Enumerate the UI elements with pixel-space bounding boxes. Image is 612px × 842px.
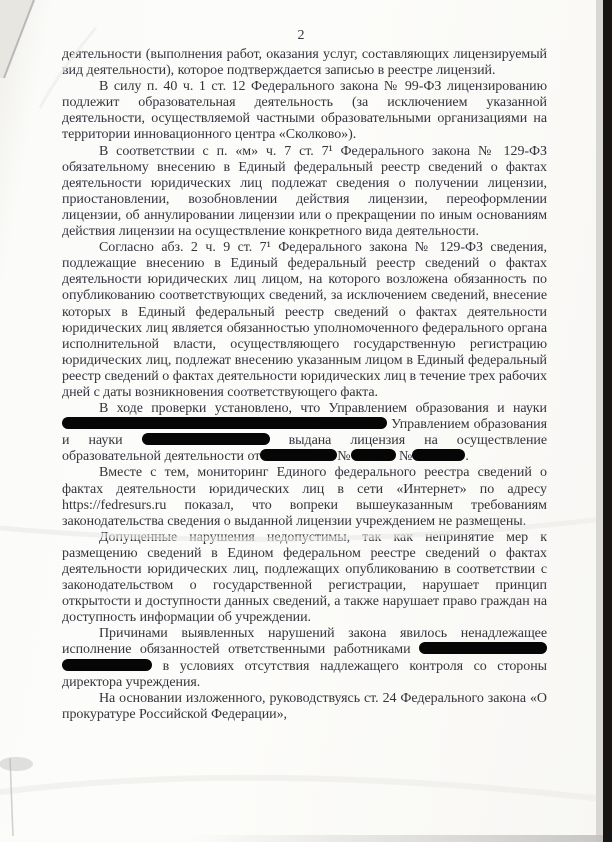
paragraph: На основании изложенного, руководствуясь ст. 24 Федерального закона «О прокуратуре Российской Федерации», xyxy=(62,690,547,722)
redaction-bar xyxy=(412,449,465,461)
redaction-bar xyxy=(351,449,396,461)
scan-edge-bottom xyxy=(185,835,603,842)
paragraph: Вместе с тем, мониторинг Единого федерального реестра сведений о фактах деятельности юридических лиц в сети «Интернет» по адресу https://fedresurs.ru показал, что вопреки вышеуказанным требованиям законодательства сведения о выданной лицензии учреждением не размещены. xyxy=(62,465,547,529)
corner-fold-edge xyxy=(4,0,34,78)
scan-edge-gray xyxy=(596,0,603,842)
redaction-bar xyxy=(62,659,152,671)
scan-smudge xyxy=(0,757,33,771)
paragraph: Допущенные нарушения недопустимы, так как непринятие мер к размещению сведений в Едином федеральном реестре сведений о фактах деятельности юридических лиц, подлежащих опубликованию в соответствии с законодательством о государственной регистрации, нарушает принцип открытости и доступности данных сведений, а также нарушает право граждан на доступность информации об учреждении. xyxy=(62,529,547,626)
paper-wrinkle xyxy=(0,778,612,800)
page-number: 2 xyxy=(297,28,305,43)
paragraph: В ходе проверки установлено, что Управлением образования и науки Управлением образования и науки выдана лицензия на осуществление образовательной деятельности от № № . xyxy=(62,401,547,465)
scan-edge-dark xyxy=(603,0,612,842)
paragraph: В соответствии с п. «м» ч. 7 ст. 7¹ Федерального закона № 129-ФЗ обязательному внесению в Единый федеральный реестр сведений о фактах деятельности юридических лиц подлежат сведения о получении лицензии, приостановлении, возобновлении действия лицензии, переоформлении лицензии, об аннулировании лицензии или о прекращении по иным основаниям действия лицензии на осуществление конкретного вида деятельности. xyxy=(62,143,547,240)
redaction-bar xyxy=(419,642,547,654)
paragraph: В силу п. 40 ч. 1 ст. 12 Федерального закона № 99-ФЗ лицензированию подлежит образовательная деятельность (за исключением указанной деятельности, осуществляемой частными образовательными организациями на территории инновационного центра «Сколково»). xyxy=(62,79,547,143)
paragraph: Согласно абз. 2 ч. 9 ст. 7¹ Федерального закона № 129-ФЗ сведения, подлежащие внесению в Единый федеральный реестр сведений о фактах деятельности юридических лиц лицом, на которого возложена обязанность по опубликованию соответствующих сведений, за исключением сведений, внесение которых в Единый федеральный реестр сведений о фактах деятельности юридических лиц является обязанностью уполномоченного федерального органа исполнительной власти, осуществляющего государственную регистрацию юридических лиц, подлежат внесению указанным лицом в Единый федеральный реестр сведений о фактах деятельности юридических лиц в течение трех рабочих дней с даты возникновения соответствующего факта. xyxy=(62,240,547,400)
redaction-bar xyxy=(142,433,270,445)
redaction-bar xyxy=(260,449,337,461)
scan-crease xyxy=(10,758,13,836)
corner-fold xyxy=(0,0,34,78)
paragraph: Причинами выявленных нарушений закона явилось ненадлежащее исполнение обязанностей ответственными работниками в условиях отсутствия надлежащего контроля со стороны директора учреждения. xyxy=(62,626,547,690)
document-body xyxy=(62,47,547,723)
redaction-bar xyxy=(62,417,387,429)
paragraph: деятельности (выполнения работ, оказания услуг, составляющих лицензируемый вид деятельности), которое подтверждается записью в реестре лицензий. xyxy=(62,47,547,79)
